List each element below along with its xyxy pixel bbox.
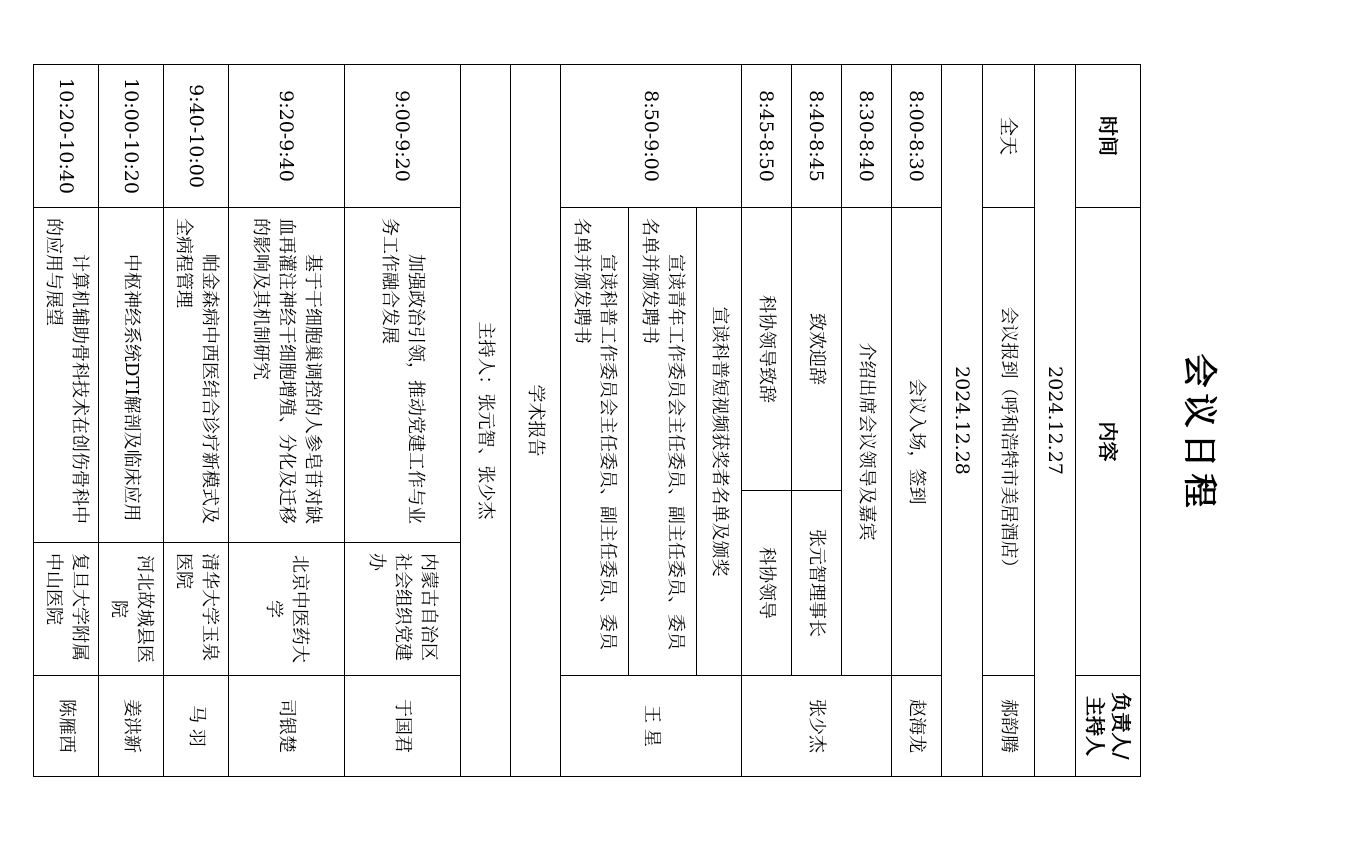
talk-topic: 基于干细胞巢调控的人参皂苷对缺血再灌注神经干细胞增殖、分化及迁移的影响及其机制研究 <box>229 208 345 543</box>
time-cell: 8:45-8:50 <box>742 65 792 208</box>
talk-row <box>34 65 99 777</box>
talk-topic: 中枢神经系统DTI解剖及临床应用 <box>99 208 164 543</box>
academic-host: 主持人：张元智、张少杰 <box>461 65 511 777</box>
header-host: 负责人/主持人 <box>1076 676 1141 777</box>
content-cell: 介绍出席会议领导及嘉宾 <box>842 208 892 676</box>
talk-org: 内蒙古自治区社会组织党建办 <box>345 543 461 676</box>
opening-row-1 <box>892 65 942 777</box>
talk-time: 9:20-9:40 <box>229 65 345 208</box>
opening-row-2 <box>842 65 892 777</box>
host-cell: 赵海龙 <box>892 676 942 777</box>
talk-time: 10:00-10:20 <box>99 65 164 208</box>
talk-org: 北京中医药大学 <box>229 543 345 676</box>
schedule-table <box>33 64 1141 777</box>
talk-topic: 计算机辅助骨科技术在创伤骨科中的应用与展望 <box>34 208 99 543</box>
time-cell: 8:40-8:45 <box>792 65 842 208</box>
content-cell: 会议入场，签到 <box>892 208 942 676</box>
talk-speaker: 马 羽 <box>164 676 229 777</box>
academic-host-row <box>461 65 511 777</box>
opening-row-5a <box>697 65 742 777</box>
day1-date: 2024.12.27 <box>1035 65 1076 777</box>
talk-speaker: 司银楚 <box>229 676 345 777</box>
opening-row-3 <box>792 65 842 777</box>
day1-row <box>983 65 1035 777</box>
talk-org: 河北故城县医院 <box>99 543 164 676</box>
talk-row <box>164 65 229 777</box>
day1-host: 郝韵腾 <box>983 676 1035 777</box>
day1-time: 全天 <box>983 65 1035 208</box>
time-cell: 8:50-9:00 <box>561 65 742 208</box>
opening-row-4 <box>742 65 792 777</box>
talk-org: 复旦大学附属中山医院 <box>34 543 99 676</box>
award-item: 宣读科普工作委员会主任委员、副主任委员、委员名单并颁发聘书 <box>561 208 629 676</box>
content-cell: 致欢迎辞 <box>792 208 842 491</box>
day1-content: 会议报到（呼和浩特市美居酒店） <box>983 208 1035 676</box>
talk-time: 9:40-10:00 <box>164 65 229 208</box>
talk-speaker: 陈雁西 <box>34 676 99 777</box>
header-row <box>1076 65 1141 777</box>
header-time: 时间 <box>1076 65 1141 208</box>
speaker-cell: 科协领导 <box>742 491 792 676</box>
talk-topic: 加强政治引领，推动党建工作与业务工作融合发展 <box>345 208 461 543</box>
talk-speaker: 于国君 <box>345 676 461 777</box>
opening-host: 张少杰 <box>742 676 892 777</box>
award-item: 宣读青年工作委员会主任委员、副主任委员、委员名单并颁发聘书 <box>629 208 697 676</box>
time-cell: 8:00-8:30 <box>892 65 942 208</box>
time-cell: 8:30-8:40 <box>842 65 892 208</box>
talk-topic: 帕金森病中西医结合诊疗新模式及全病程管理 <box>164 208 229 543</box>
talk-time: 10:20-10:40 <box>34 65 99 208</box>
talk-row <box>345 65 461 777</box>
speaker-cell: 张元智理事长 <box>792 491 842 676</box>
talk-org: 清华大学玉泉医院 <box>164 543 229 676</box>
academic-title: 学术报告 <box>511 65 561 777</box>
day1-date-row <box>1035 65 1076 777</box>
day2-date: 2024.12.28 <box>942 65 983 777</box>
academic-title-row <box>511 65 561 777</box>
page-title: 会议日程 <box>1179 353 1219 514</box>
day2-date-row <box>942 65 983 777</box>
award-item: 宣读科普短视频获奖者名单及颁奖 <box>697 208 742 676</box>
award-host: 王 星 <box>561 676 742 777</box>
talk-time: 9:00-9:20 <box>345 65 461 208</box>
header-content: 内容 <box>1076 208 1141 676</box>
content-cell: 科协领导致辞 <box>742 208 792 491</box>
talk-row <box>229 65 345 777</box>
talk-speaker: 姜洪新 <box>99 676 164 777</box>
talk-row <box>99 65 164 777</box>
